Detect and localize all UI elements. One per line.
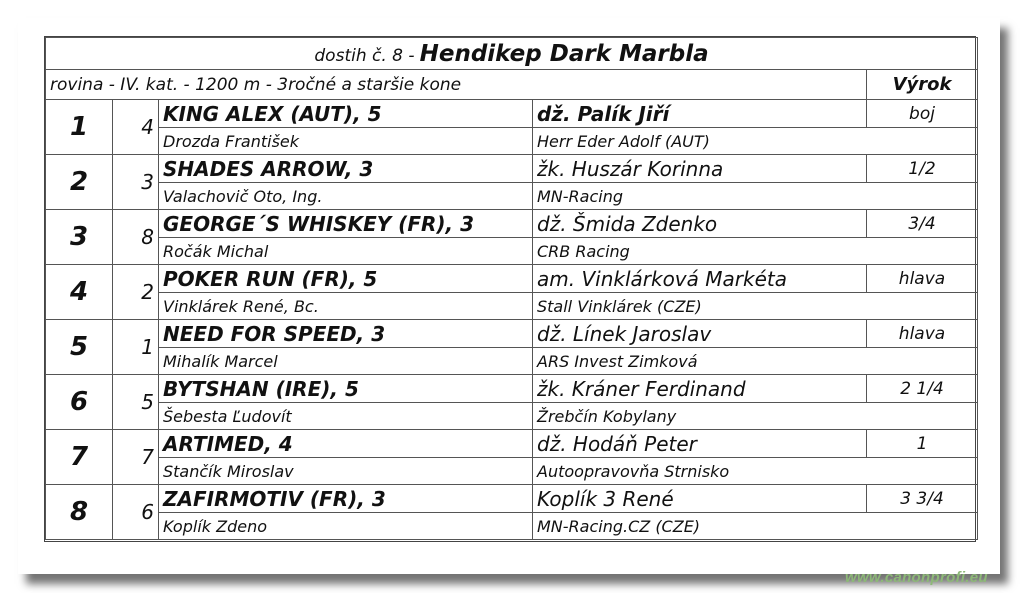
- place-cell: 2: [46, 155, 113, 210]
- result-row: [46, 320, 978, 348]
- result-subrow: [46, 458, 978, 485]
- trainer-name: Stančík Miroslav: [159, 458, 533, 485]
- place-cell: 3: [46, 210, 113, 265]
- horse-name: SHADES ARROW, 3: [159, 155, 533, 183]
- owner-name: Autoopravovňa Strnisko: [533, 458, 978, 485]
- result-subrow: [46, 183, 978, 210]
- margin-header: Výrok: [867, 70, 978, 100]
- result-row: [46, 155, 978, 183]
- trainer-name: Valachovič Oto, Ing.: [159, 183, 533, 210]
- start-number: 3: [113, 155, 159, 210]
- jockey-name: dž. Šmida Zdenko: [533, 210, 867, 238]
- race-conditions: rovina - IV. kat. - 1200 m - 3ročné a staršie kone: [46, 70, 867, 100]
- result-row: [46, 485, 978, 513]
- start-number: 5: [113, 375, 159, 430]
- title-row: [46, 38, 978, 70]
- margin-value: boj: [867, 100, 978, 128]
- race-name: Hendikep Dark Marbla: [419, 40, 709, 67]
- trainer-name: Koplík Zdeno: [159, 513, 533, 540]
- start-number: 1: [113, 320, 159, 375]
- result-row: [46, 210, 978, 238]
- owner-name: MN-Racing.CZ (CZE): [533, 513, 978, 540]
- horse-name: KING ALEX (AUT), 5: [159, 100, 533, 128]
- owner-name: MN-Racing: [533, 183, 978, 210]
- result-subrow: [46, 348, 978, 375]
- horse-name: ZAFIRMOTIV (FR), 3: [159, 485, 533, 513]
- race-title: [46, 38, 978, 70]
- result-row: [46, 375, 978, 403]
- horse-name: ARTIMED, 4: [159, 430, 533, 458]
- margin-value: 3/4: [867, 210, 978, 238]
- owner-name: Žrebčín Kobylany: [533, 403, 978, 430]
- jockey-name: žk. Kráner Ferdinand: [533, 375, 867, 403]
- results-table: [45, 37, 978, 540]
- owner-name: ARS Invest Zimková: [533, 348, 978, 375]
- horse-name: BYTSHAN (IRE), 5: [159, 375, 533, 403]
- margin-value: hlava: [867, 265, 978, 293]
- start-number: 7: [113, 430, 159, 485]
- start-number: 2: [113, 265, 159, 320]
- conditions-row: [46, 70, 978, 100]
- result-subrow: [46, 513, 978, 540]
- jockey-name: Koplík 3 René: [533, 485, 867, 513]
- result-row: [46, 430, 978, 458]
- jockey-name: am. Vinklárková Markéta: [533, 265, 867, 293]
- result-subrow: [46, 293, 978, 320]
- place-cell: 4: [46, 265, 113, 320]
- margin-value: 3 3/4: [867, 485, 978, 513]
- result-subrow: [46, 128, 978, 155]
- trainer-name: Drozda František: [159, 128, 533, 155]
- race-number: dostih č. 8 -: [314, 45, 415, 66]
- trainer-name: Ročák Michal: [159, 238, 533, 265]
- result-row: [46, 265, 978, 293]
- trainer-name: Mihalík Marcel: [159, 348, 533, 375]
- jockey-name: dž. Hodáň Peter: [533, 430, 867, 458]
- place-cell: 8: [46, 485, 113, 540]
- race-result-sheet: [44, 36, 976, 542]
- jockey-name: dž. Línek Jaroslav: [533, 320, 867, 348]
- result-subrow: [46, 403, 978, 430]
- margin-value: 1: [867, 430, 978, 458]
- horse-name: POKER RUN (FR), 5: [159, 265, 533, 293]
- jockey-name: dž. Palík Jiří: [533, 100, 867, 128]
- margin-value: hlava: [867, 320, 978, 348]
- owner-name: Stall Vinklárek (CZE): [533, 293, 978, 320]
- place-cell: 7: [46, 430, 113, 485]
- horse-name: GEORGE´S WHISKEY (FR), 3: [159, 210, 533, 238]
- margin-value: 2 1/4: [867, 375, 978, 403]
- place-cell: 5: [46, 320, 113, 375]
- owner-name: Herr Eder Adolf (AUT): [533, 128, 978, 155]
- watermark: www.canonprofi.eu: [845, 569, 988, 586]
- jockey-name: žk. Huszár Korinna: [533, 155, 867, 183]
- result-subrow: [46, 238, 978, 265]
- owner-name: CRB Racing: [533, 238, 978, 265]
- place-cell: 1: [46, 100, 113, 155]
- place-cell: 6: [46, 375, 113, 430]
- result-row: [46, 100, 978, 128]
- trainer-name: Šebesta Ľudovít: [159, 403, 533, 430]
- trainer-name: Vinklárek René, Bc.: [159, 293, 533, 320]
- start-number: 4: [113, 100, 159, 155]
- margin-value: 1/2: [867, 155, 978, 183]
- start-number: 8: [113, 210, 159, 265]
- start-number: 6: [113, 485, 159, 540]
- horse-name: NEED FOR SPEED, 3: [159, 320, 533, 348]
